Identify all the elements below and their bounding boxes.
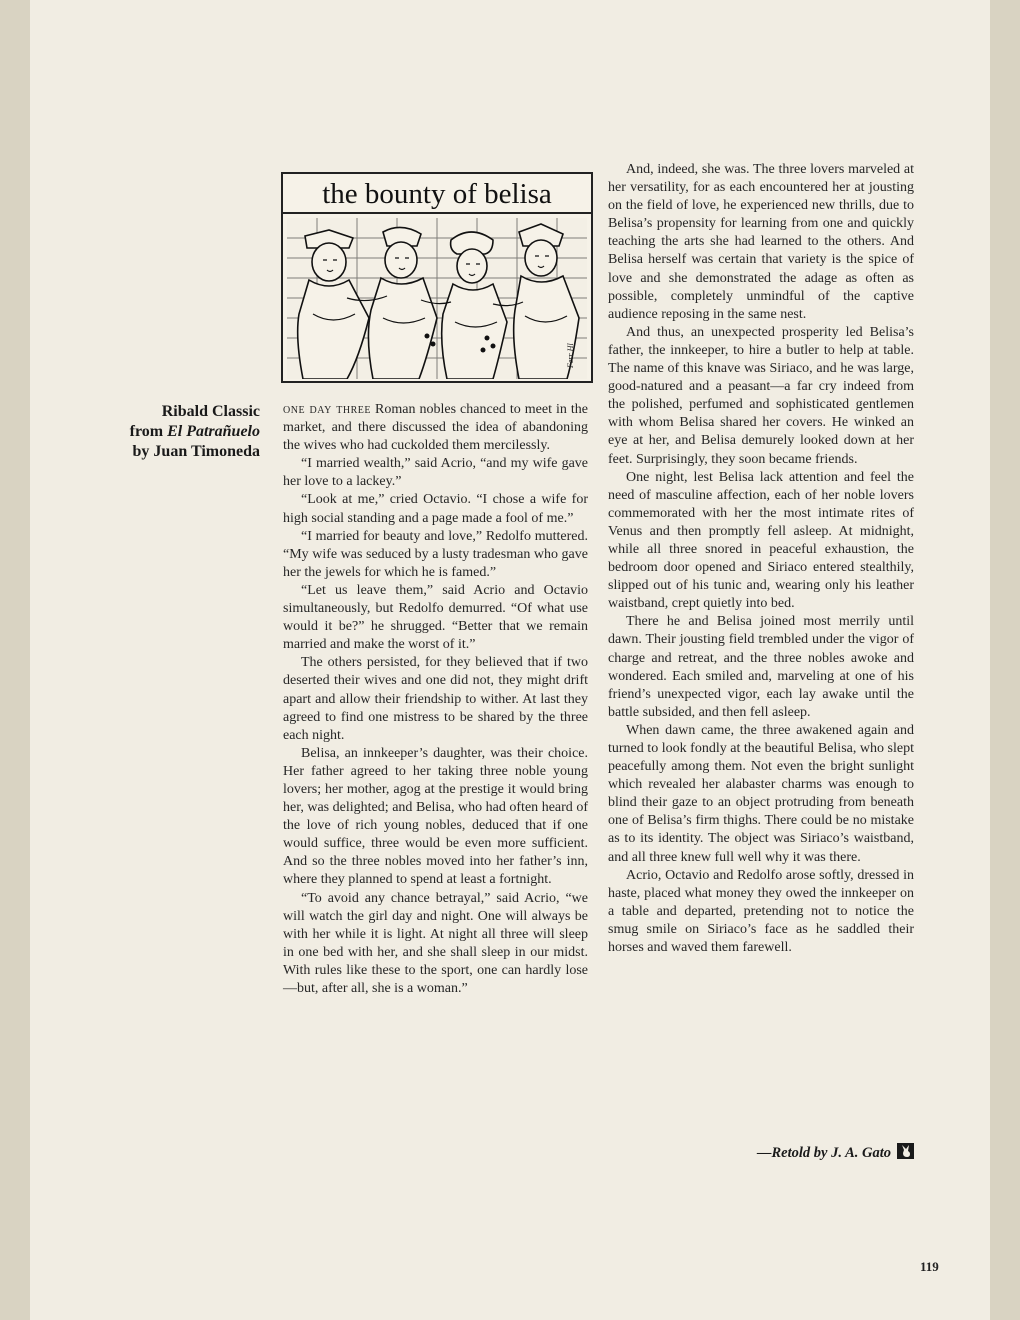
paragraph-7: Belisa, an innkeeper’s daughter, was their choice. Her father agreed to her taking three noble young lovers; her mother, agog at the prestige it would bring her, was delighted; and Belisa, who had often heard of the love of rich young nobles, deduced that if one would suffice, three would be even more sufficient. And so the three nobles moved into her father’s inn, where they planned to spend at least a fortnight.: [283, 745, 588, 888]
lead-in: one day three: [283, 402, 372, 417]
paragraph-13: When dawn came, the three awakened again and turned to look fondly at the beautiful Belisa, who slept peacefully among them. Not even the bright sunlight which revealed her alabaster charms was enough to blind their gaze to an object protruding from beneath one of Belisa’s firm thighs. There could be no mistake as to its identity. The object was Siriaco’s waistband, and all three knew full well why it was there.: [608, 722, 914, 865]
byline-work-title: El Patrañuelo: [167, 423, 260, 440]
retold-credit: —Retold by J. A. Gato: [608, 1143, 914, 1162]
paragraph-9: And, indeed, she was. The three lovers marveled at her versatility, for as each encountered her at jousting on the field of love, he experienced new thrills, due to Belisa’s propensity for learning from one and quickly teaching the arts she had learned to the others. And Belisa herself was certain that variety is the spice of love and she demonstrated the adage as often as possible, completely unmindful of the captive audience reposing in the same nest.: [608, 162, 914, 322]
illustration-signature: Ferr Hl: [566, 343, 575, 368]
byline-series: Ribald Classic: [161, 403, 260, 420]
article-title: the bounty of belisa: [283, 174, 591, 214]
byline-source: from El Patrañuelo: [129, 423, 260, 440]
paragraph-4: “I married for beauty and love,” Redolfo muttered. “My wife was seduced by a lusty tradesman who gave her the jewels for which he is famed.”: [283, 528, 588, 580]
paragraph-2: “I married wealth,” said Acrio, “and my wife gave her love to a lackey.”: [283, 456, 588, 490]
paragraph-12: There he and Belisa joined most merrily until dawn. Their jousting field trembled under the vigor of charge and retreat, and the three nobles awoke and wondered. Each smiled and, marveling at one of his friend’s unexpected vigor, each lay awake until the battle subsided, and then fell asleep.: [608, 614, 914, 720]
magazine-page: [30, 0, 990, 1320]
page-number: 119: [920, 1259, 939, 1274]
byline-author: by Juan Timoneda: [132, 443, 260, 460]
text-column-2: [608, 161, 914, 957]
article-byline: [92, 402, 260, 462]
paragraph-8: “To avoid any chance betrayal,” said Acrio, “we will watch the girl day and night. One will always be with her while it is light. At night all three will sleep in one bed with her, and she shall sleep in our midst. With rules like these to the sport, one can hardly lose—but, after all, she is a woman.”: [283, 890, 588, 996]
paragraph-14: Acrio, Octavio and Redolfo arose softly, dressed in haste, placed what money they owed the innkeeper on a table and departed, pretending not to notice the smug smile on Siriaco’s face as he saddled their horses and waved them farewell.: [608, 867, 914, 956]
illustration-four-figures: [287, 218, 587, 379]
paragraph-5: “Let us leave them,” said Acrio and Octavio simultaneously, but Redolfo demurred. “Of what use would it be?” he shrugged. “Better that we remain married and make the worst of it.”: [283, 582, 588, 653]
paragraph-6: The others persisted, for they believed that if two deserted their wives and one did not, they might drift apart and allow their friendship to wither. At last they agreed to find one mistress to be shared by the three each night.: [283, 655, 588, 743]
paragraph-11: One night, lest Belisa lack attention and feel the need of masculine affection, each of her noble lovers commemorated with her the most intimate rites of Venus and then promptly fell asleep. At midnight, while all three snored in peaceful exhaustion, the bedroom door opened and Siriaco entered stealthily, slipped out of his tunic and, wearing only his leather waistband, crept quietly into bed.: [608, 469, 914, 612]
title-panel: [281, 172, 593, 383]
text-column-1: [283, 401, 588, 998]
paragraph-1: one day three Roman nobles chanced to meet in the market, and there discussed the idea of abandoning the wives who had cuckolded them mercilessly.: [283, 402, 588, 454]
paragraph-10: And thus, an unexpected prosperity led Belisa’s father, the innkeeper, to hire a butler to help at table. The name of this knave was Siriaco, and he was large, good-natured and a peasant—a far cry indeed from the polished, perfumed and sophisticated gentlemen with whom Belisa shared her covers. He winked an eye at her, and Belisa demurely looked down at her feet. Surprisingly, they soon became friends.: [608, 324, 914, 467]
playboy-bunny-icon: [897, 1143, 914, 1159]
paragraph-3: “Look at me,” cried Octavio. “I chose a wife for high social standing and a page made a fool of me.”: [283, 492, 588, 526]
